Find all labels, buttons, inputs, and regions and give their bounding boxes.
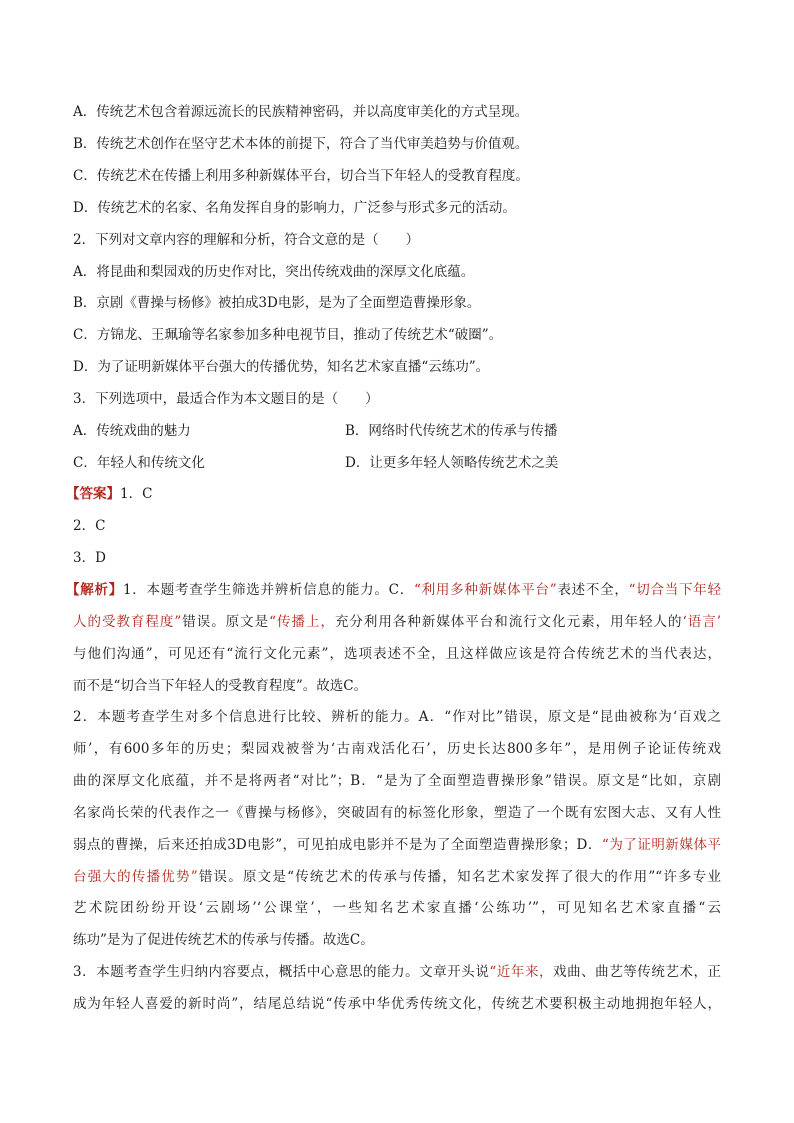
quote-highlight: 台强大的传播优势” (73, 869, 198, 885)
q2-option-c: C．方锦龙、王珮瑜等名家参加多种电视节目，推动了传统艺术“破圈”。 (73, 327, 503, 343)
analysis-p3-line-1 (73, 962, 721, 982)
q3-stem: 3．下列选项中，最适合作为本文题目的是（ ） (73, 391, 379, 407)
analysis-p2-line-8: 练功”是为了促进传统艺术的传承与传播。故选C。 (73, 932, 374, 948)
answer-label: 【答案】 (66, 486, 120, 502)
analysis-p2-line-2: 师’，有600多年的历史；梨园戏被誉为‘古南戏活化石’，历史长达800多年”，是用例子论证传统戏 (73, 741, 721, 757)
quote-highlight: ‘语言’ (682, 614, 722, 630)
q3-option-a: A．传统戏曲的魅力 (73, 423, 191, 439)
q1-option-d: D．传统艺术的名家、名角发挥自身的影响力，广泛参与形式多元的活动。 (73, 200, 516, 216)
q1-option-c: C．传统艺术在传播上利用多种新媒体平台，切合当下年轻人的受教育程度。 (73, 168, 529, 184)
analysis-text: 戏曲、曲艺等传统艺术，正 (553, 964, 722, 980)
analysis-text: 充分利用各种新媒体平台和流行文化元素，用年轻人的 (334, 614, 683, 630)
quote-highlight: “传播上， (269, 614, 335, 630)
analysis-p2-line-5 (73, 835, 721, 855)
analysis-p1-line-4: 而不是“切合当下年轻人的受教育程度”。故选C。 (73, 678, 368, 694)
analysis-p2-line-6 (73, 867, 721, 887)
quote-highlight: “切合当下年轻 (628, 582, 722, 598)
analysis-text: 1．本题考查学生筛选并辨析信息的能力。C． (122, 582, 414, 598)
analysis-text: 弱点的曹操，后来还拍成3D电影”，可见拍成电影并不是为了全面塑造曹操形象；D． (73, 837, 602, 853)
analysis-p2-line-4: 名家尚长荣的代表作之一《曹操与杨修》，突破固有的标签化形象，塑造了一个既有宏图大志、又有人性 (73, 805, 721, 821)
analysis-p2-line-1: 2．本题考查学生对多个信息进行比较、辨析的能力。A．“作对比”错误，原文是“昆曲被称为‘百戏之 (73, 709, 721, 725)
analysis-text: 错误。原文是 (181, 614, 270, 630)
analysis-text: 3．本题考查学生归纳内容要点，概括中心意思的能力。文章开头说 (73, 964, 490, 980)
analysis-p3-line-2: 成为年轻人喜爱的新时尚”，结尾总结说“传承中华优秀传统文化，传统艺术要积极主动地拥抱年轻人， (73, 996, 721, 1012)
quote-highlight: 人的受教育程度” (73, 614, 182, 630)
q3-option-b: B．网络时代传统艺术的传承与传播 (345, 423, 558, 439)
analysis-p1-line-1 (66, 580, 721, 600)
q2-option-a: A．将昆曲和梨园戏的历史作对比，突出传统戏曲的深厚文化底蕴。 (73, 264, 475, 280)
answer-2: 2．C (73, 518, 106, 534)
q3-option-c: C．年轻人和传统文化 (73, 455, 205, 471)
analysis-p2-line-7: 艺术院团纷纷开设‘云剧场’‘公课堂’，一些知名艺术家直播‘公练功’”，可见知名艺术家直播“云 (73, 900, 721, 916)
q2-option-d: D．为了证明新媒体平台强大的传播优势，知名艺术家直播“云练功”。 (73, 359, 490, 375)
answer-line-1 (66, 484, 152, 504)
analysis-p1-line-3: 与他们沟通”，可见还有“流行文化元素”，选项表述不全，且这样做应该是符合传统艺术的当代表达， (73, 646, 721, 662)
answer-1: 1．C (120, 486, 153, 502)
q1-option-b: B．传统艺术创作在坚守艺术本体的前提下，符合了当代审美趋势与价值观。 (73, 136, 529, 152)
analysis-p1-line-2 (73, 612, 721, 632)
q2-option-b: B．京剧《曹操与杨修》被拍成3D电影，是为了全面塑造曹操形象。 (73, 295, 481, 311)
quote-highlight: “为了证明新媒体平 (601, 837, 721, 853)
q3-option-d: D．让更多年轻人领略传统艺术之美 (345, 455, 559, 471)
q2-stem: 2．下列对文章内容的理解和分析，符合文意的是（ ） (73, 232, 420, 248)
analysis-text: 错误。原文是“传统艺术的传承与传播，知名艺术家发挥了很大的作用”“许多专业 (197, 869, 721, 885)
quote-highlight: “近年来， (489, 964, 554, 980)
q1-option-a: A．传统艺术包含着源远流长的民族精神密码，并以高度审美化的方式呈现。 (73, 104, 529, 120)
analysis-label: 【解析】 (66, 582, 123, 598)
quote-highlight: “利用多种新媒体平台” (413, 582, 557, 598)
analysis-text: 表述不全， (556, 582, 629, 598)
analysis-p2-line-3: 曲的深厚文化底蕴，并不是将两者“对比”；B．“是为了全面塑造曹操形象”错误。原文是“比如，京剧 (73, 773, 721, 789)
answer-3: 3．D (73, 550, 106, 566)
